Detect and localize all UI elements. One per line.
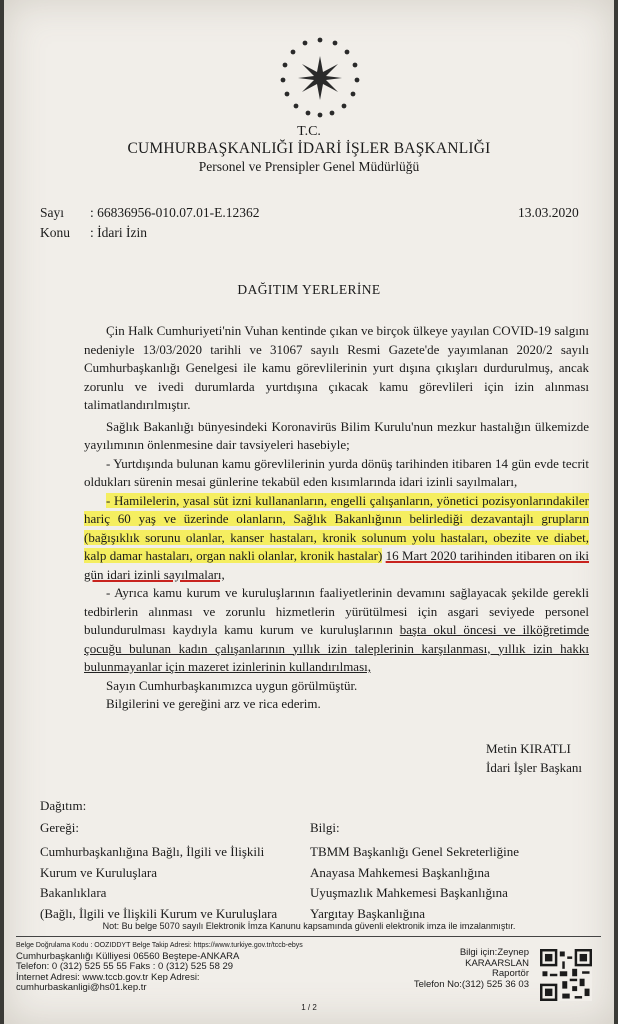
presidential-emblem-icon <box>276 34 364 122</box>
footer-address: Cumhurbaşkanlığı Külliyesi 06560 Beştepe-ANKARA <box>16 950 240 962</box>
e-signature-note: Not: Bu belge 5070 sayılı Elektronik İmza Kanunu kapsamında güvenli elektronik imza ile imzalanmıştır. <box>102 921 516 931</box>
document-page <box>4 0 614 1024</box>
gereği-item: (Bağlı, İlgili ve İlişkili Kurum ve Kuruluşlara <box>40 905 278 921</box>
document-body <box>84 322 589 714</box>
info-line: Bilgi için:Zeynep <box>459 947 529 958</box>
footer-web: İnternet Adresi: www.tccb.gov.tr Kep Adresi: <box>16 971 200 983</box>
footer-info-contact <box>404 948 529 990</box>
signatory-name: Metin KIRATLI <box>486 741 571 756</box>
qr-code-icon <box>540 949 592 1001</box>
document-title: DAĞITIM YERLERİNE <box>237 282 381 297</box>
distribution-label: Dağıtım: <box>40 798 87 813</box>
bilgi-label: Bilgi: <box>310 820 340 835</box>
gereği-label: Gereği: <box>40 820 79 835</box>
paragraph-5-start: - Ayrıca kamu kurum ve kuruluşlarının faaliyetlerinin devamını sağlayacak şekilde gerekli tedbirlerin alınması ve zorunlu hizmetlerin yürütülmesi için asgari seviyede personel bulundurulması kaydıyla kamu kurum ve kuruluşlarının <box>84 585 589 637</box>
info-line: Raportör <box>492 968 529 979</box>
underlined-text: başta okul öncesi ve ilköğretimde çocuğu bulunan kadın çalışanlarının yıllık izin taleplerinin karşılanması, yıllık izin hakkı bulunmayanlar için mazeret izinlerinin kullandırılması, <box>84 622 589 674</box>
paragraph-5 <box>84 584 589 677</box>
paragraph-3: - Yurtdışında bulunan kamu görevlilerinin yurda dönüş tarihinden itibaren 14 gün evde tecrit oldukları sürenin mesai günlerine tekabül eden kısımlarında idari izinli sayılmaları, <box>84 455 589 489</box>
document-date: 13.03.2020 <box>518 205 579 220</box>
konu-label: Konu <box>40 225 70 240</box>
bilgi-item: Anayasa Mahkemesi Başkanlığına <box>310 864 490 880</box>
highlighted-text: - Hamilelerin, yasal süt izni kullananların, engelli çalışanların, yönetici pozisyonlarındakiler hariç 60 yaş ve üzerinde olanların, Sağlık Bakanlığının belirlediği dezavantajlı grupların (bağışıklık sorunu olanlar, kanser hastaları, kronik solunum yolu hastaları, obezite ve diabet, kalp damar hastaları, organ nakli olanlar, kronik hastalar) <box>84 492 589 563</box>
paragraph-1: Çin Halk Cumhuriyeti'nin Vuhan kentinde çıkan ve birçok ülkeye yayılan COVID-19 salgını nedeniyle 13/03/2020 tarihli ve 31067 sayılı Resmi Gazete'de yayımlanan 2020/2 sayılı Cumhurbaşkanlığı Genelgesi ile kamu görevlilerinin yurt dışına çıkışları durdurulmuş, ancak zorunlu ve ivedi durumlarda yurtdışına çıkacak kamu görevlileri için izin alınması talimatlandırılmıştır. <box>84 323 589 412</box>
institution-title: CUMHURBAŞKANLIĞI İDARİ İŞLER BAŞKANLIĞI <box>127 140 491 157</box>
red-underlined-text: 16 Mart 2020 tarihinden itibaren on iki gün idari izinli sayılmaları, <box>84 548 589 582</box>
bilgi-item: Yargıtay Başkanlığına <box>310 905 426 921</box>
paragraph-4 <box>84 492 589 585</box>
paragraph-6: Sayın Cumhurbaşkanımızca uygun görülmüştür. <box>106 677 358 693</box>
konu-value: : İdari İzin <box>90 225 147 240</box>
signatory-title: İdari İşler Başkanı <box>486 760 583 775</box>
bilgi-item: Uyuşmazlık Mahkemesi Başkanlığına <box>310 885 508 900</box>
paragraph-7: Bilgilerini ve gereğini arz ve rica ederim. <box>106 696 321 711</box>
bilgi-list <box>310 842 519 924</box>
footer-verification: Belge Doğrulama Kodu : OOZIDDYT Belge Takip Adresi: https://www.turkiye.gov.tr/tccb-ebys <box>16 942 303 949</box>
footer-divider <box>16 936 601 937</box>
footer-kep: cumhurbaskanligi@hs01.kep.tr <box>16 982 147 993</box>
footer-phone: Telefon: 0 (312) 525 55 55 Faks : 0 (312) 525 58 29 <box>16 961 234 972</box>
gereği-list <box>40 842 277 924</box>
gereği-item: Bakanlıklara <box>40 885 107 900</box>
paragraph-2: Sağlık Bakanlığı bünyesindeki Koronavirüs Bilim Kurulu'nun mezkur hastalığın ülkemizde yayılımının önlenmesine dair tavsiyeleri hasebiyle; <box>84 418 589 452</box>
info-line: Telefon No:(312) 525 36 03 <box>413 978 529 990</box>
gereği-item: Kurum ve Kuruluşlara <box>40 864 157 880</box>
page-number: 1 / 2 <box>301 1003 317 1012</box>
info-line: KARAARSLAN <box>465 957 529 969</box>
bilgi-item: TBMM Başkanlığı Genel Sekreterliğine <box>310 844 520 859</box>
sayi-value: : 66836956-010.07.01-E.12362 <box>90 205 260 220</box>
sayi-label: Sayı <box>40 205 65 220</box>
gereği-item: Cumhurbaşkanlığına Bağlı, İlgili ve İlişkili <box>40 844 265 859</box>
footer-contact <box>16 941 303 994</box>
department-title: Personel ve Prensipler Genel Müdürlüğü <box>198 159 420 174</box>
tc-label: T.C. <box>297 124 321 139</box>
